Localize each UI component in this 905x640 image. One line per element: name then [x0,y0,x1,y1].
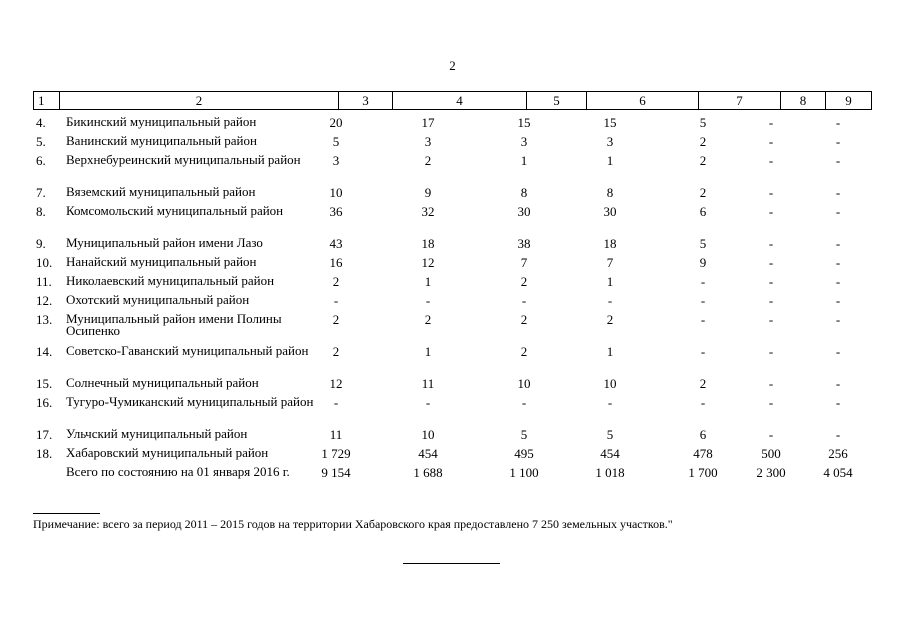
row-value-col-3: 2 [332,274,340,289]
header-col-3: 3 [339,92,393,110]
row-value-col-4: 11 [421,376,435,391]
row-value-col-8: - [768,344,774,359]
row-value-col-7: 2 [699,134,707,149]
row-district-name: Советско-Гаванский муниципальный район [66,343,309,358]
row-value-col-3: 43 [329,236,343,251]
row-number: 11. [36,274,52,289]
row-value-col-5: 38 [517,236,531,251]
row-value-col-7: - [700,274,706,289]
row-value-col-8: 2 300 [756,465,786,480]
row-value-col-4: 32 [421,204,435,219]
page-number: 2 [449,58,456,73]
row-value-col-4: 10 [421,427,435,442]
row-value-col-9: - [835,344,841,359]
table-row [0,203,905,235]
row-district-name: Ульчский муниципальный район [66,426,248,441]
row-value-col-3: 2 [332,312,340,327]
header-col-4: 4 [393,92,527,110]
row-value-col-7: 9 [699,255,707,270]
table-body [0,114,905,496]
header-col-1: 1 [34,92,60,110]
row-value-col-7: - [700,344,706,359]
row-value-col-9: - [835,293,841,308]
row-value-col-7: - [700,395,706,410]
row-value-col-9: - [835,274,841,289]
row-value-col-8: - [768,204,774,219]
table-row [0,464,905,496]
row-value-col-3: 12 [329,376,343,391]
row-value-col-8: - [768,274,774,289]
row-value-col-6: - [607,293,613,308]
row-value-col-5: - [521,395,527,410]
row-value-col-5: 1 100 [509,465,539,480]
row-value-col-9: - [835,204,841,219]
row-value-col-4: 2 [424,312,432,327]
row-district-name: Всего по состоянию на 01 января 2016 г. [66,464,290,479]
row-district-name: Охотский муниципальный район [66,292,250,307]
row-value-col-3: - [333,395,339,410]
row-number: 5. [36,134,46,149]
row-value-col-9: - [835,395,841,410]
row-value-col-3: 20 [329,115,343,130]
row-number: 8. [36,204,46,219]
row-value-col-6: - [607,395,613,410]
row-number: 9. [36,236,46,251]
row-value-col-6: 3 [606,134,614,149]
row-number: 14. [36,344,53,359]
table-row [0,426,905,445]
row-value-col-3: 36 [329,204,343,219]
row-value-col-3: 2 [332,344,340,359]
row-value-col-6: 8 [606,185,614,200]
row-value-col-4: 3 [424,134,432,149]
row-value-col-6: 1 [606,153,614,168]
row-value-col-7: 2 [699,153,707,168]
row-value-col-4: 1 688 [413,465,443,480]
row-value-col-4: - [425,293,431,308]
row-district-name: Верхнебуреинский муниципальный район [66,152,301,167]
row-value-col-3: 3 [332,153,340,168]
row-value-col-6: 30 [603,204,617,219]
row-district-name: Солнечный муниципальный район [66,375,259,390]
row-value-col-8: - [768,293,774,308]
row-value-col-7: 2 [699,376,707,391]
row-value-col-9: - [835,376,841,391]
table-row [0,235,905,254]
row-value-col-7: - [700,293,706,308]
row-value-col-7: 1 700 [688,465,718,480]
row-value-col-3: 11 [329,427,343,442]
row-value-col-7: 478 [693,446,713,461]
row-district-name: Муниципальный район имени Полины Осипенко [66,311,282,338]
row-value-col-3: 16 [329,255,343,270]
row-value-col-8: - [768,185,774,200]
row-value-col-7: - [700,312,706,327]
row-value-col-8: - [768,236,774,251]
row-value-col-8: - [768,312,774,327]
header-col-6: 6 [587,92,699,110]
row-value-col-5: 30 [517,204,531,219]
row-value-col-9: 4 054 [823,465,853,480]
row-value-col-4: 12 [421,255,435,270]
row-value-col-9: - [835,236,841,251]
table-row [0,152,905,184]
table-row [0,273,905,292]
row-value-col-9: - [835,115,841,130]
row-value-col-5: 7 [520,255,528,270]
row-value-col-8: - [768,427,774,442]
footnote: Примечание: всего за период 2011 – 2015 годов на территории Хабаровского края предоставлено 7 250 земельных участков." [33,517,673,531]
row-value-col-8: - [768,153,774,168]
row-value-col-4: 1 [424,344,432,359]
row-number: 16. [36,395,53,410]
row-district-name: Вяземский муниципальный район [66,184,256,199]
row-value-col-6: 5 [606,427,614,442]
row-number: 13. [36,312,53,327]
row-value-col-3: 9 154 [321,465,351,480]
row-value-col-9: - [835,153,841,168]
row-value-col-4: 17 [421,115,435,130]
row-value-col-8: - [768,134,774,149]
row-number: 18. [36,446,53,461]
row-number: 4. [36,115,46,130]
row-value-col-9: - [835,312,841,327]
footnote-rule [33,513,100,514]
row-value-col-4: 18 [421,236,435,251]
row-value-col-8: - [768,115,774,130]
row-value-col-6: 1 [606,274,614,289]
table-row [0,133,905,152]
row-value-col-3: - [333,293,339,308]
row-value-col-6: 1 018 [595,465,625,480]
table-row [0,292,905,311]
table-row [0,254,905,273]
row-value-col-6: 7 [606,255,614,270]
row-value-col-7: 6 [699,204,707,219]
row-value-col-5: 3 [520,134,528,149]
row-district-name: Бикинский муниципальный район [66,114,257,129]
row-value-col-9: 256 [828,446,848,461]
row-value-col-5: 2 [520,312,528,327]
row-number: 7. [36,185,46,200]
row-value-col-5: 5 [520,427,528,442]
row-value-col-6: 454 [600,446,620,461]
header-col-8: 8 [781,92,826,110]
row-value-col-6: 18 [603,236,617,251]
row-value-col-4: 454 [418,446,438,461]
row-value-col-3: 10 [329,185,343,200]
row-district-name: Хабаровский муниципальный район [66,445,269,460]
row-number: 17. [36,427,53,442]
row-value-col-6: 1 [606,344,614,359]
end-rule [403,563,500,564]
row-value-col-6: 10 [603,376,617,391]
table-header [33,91,872,110]
row-district-name: Нанайский муниципальный район [66,254,257,269]
header-col-9: 9 [826,92,872,110]
row-district-name: Муниципальный район имени Лазо [66,235,263,250]
header-col-7: 7 [699,92,781,110]
row-value-col-5: - [521,293,527,308]
header-col-2: 2 [60,92,339,110]
row-district-name: Тугуро-Чумиканский муниципальный район [66,394,314,409]
row-value-col-3: 1 729 [321,446,351,461]
row-value-col-5: 2 [520,344,528,359]
table-row [0,343,905,375]
table-row [0,445,905,464]
row-value-col-4: 1 [424,274,432,289]
header-col-5: 5 [527,92,587,110]
row-value-col-5: 8 [520,185,528,200]
row-value-col-7: 2 [699,185,707,200]
table-row [0,394,905,426]
row-value-col-5: 1 [520,153,528,168]
row-number: 12. [36,293,53,308]
row-value-col-7: 5 [699,115,707,130]
row-value-col-3: 5 [332,134,340,149]
row-value-col-8: - [768,395,774,410]
row-value-col-6: 15 [603,115,617,130]
row-number: 15. [36,376,53,391]
table-row [0,184,905,203]
row-value-col-7: 6 [699,427,707,442]
row-value-col-5: 2 [520,274,528,289]
row-value-col-9: - [835,427,841,442]
row-district-name: Ванинский муниципальный район [66,133,257,148]
row-value-col-9: - [835,134,841,149]
row-number: 10. [36,255,53,270]
row-value-col-9: - [835,185,841,200]
row-value-col-6: 2 [606,312,614,327]
row-value-col-5: 495 [514,446,534,461]
row-district-name: Николаевский муниципальный район [66,273,275,288]
row-value-col-8: 500 [761,446,781,461]
row-value-col-7: 5 [699,236,707,251]
table-row [0,311,905,343]
row-value-col-4: 2 [424,153,432,168]
row-value-col-5: 10 [517,376,531,391]
table-row [0,114,905,133]
row-value-col-8: - [768,376,774,391]
row-value-col-4: 9 [424,185,432,200]
row-value-col-5: 15 [517,115,531,130]
table-row [0,375,905,394]
row-value-col-4: - [425,395,431,410]
row-value-col-8: - [768,255,774,270]
row-number: 6. [36,153,46,168]
row-value-col-9: - [835,255,841,270]
row-district-name: Комсомольский муниципальный район [66,203,284,218]
